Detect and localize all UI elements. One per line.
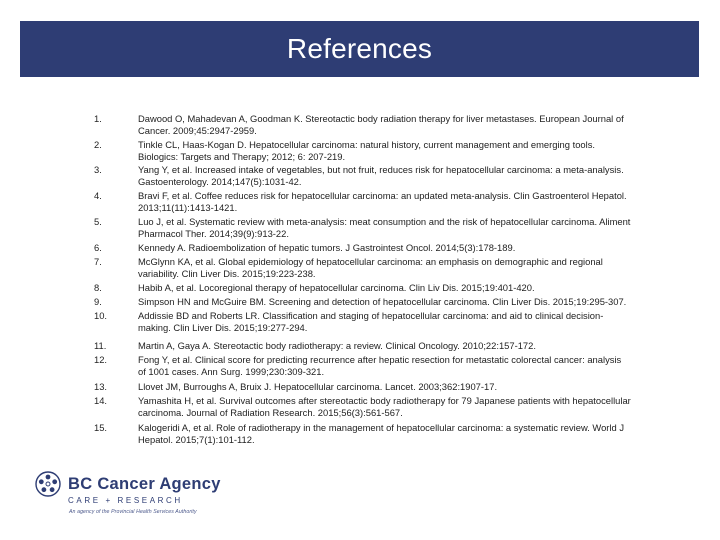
reference-number: 15.	[94, 422, 108, 433]
reference-number: 5.	[94, 216, 102, 227]
reference-text: McGlynn KA, et al. Global epidemiology of hepatocellular carcinoma: an emphasis on demographic and regional variability. Clin Liver Dis. 2015;19:223-238.	[138, 256, 603, 279]
reference-text: Simpson HN and McGuire BM. Screening and detection of hepatocellular carcinoma. Clin Liver Dis. 2015;19:295-307.	[138, 296, 627, 307]
reference-number: 10.	[94, 310, 108, 321]
reference-number: 13.	[94, 381, 108, 392]
reference-text: Dawood O, Mahadevan A, Goodman K. Stereotactic body radiation therapy for liver metastases. European Journal of Cancer. 2009;45:2947-2959.	[138, 113, 624, 136]
reference-number: 6.	[94, 242, 102, 253]
logo-tagline: An agency of the Provincial Health Services Authority	[69, 509, 197, 515]
reference-text: Addissie BD and Roberts LR. Classification and staging of hepatocellular carcinoma: and aid to clinical decision- making. Clin Liver Dis. 2015;19:277-294.	[138, 310, 604, 333]
reference-number: 9.	[94, 296, 102, 307]
logo-text	[68, 475, 221, 505]
reference-number: 2.	[94, 139, 102, 150]
reference-text: Martin A, Gaya A. Stereotactic body radiotherapy: a review. Clinical Oncology. 2010;22:157-172.	[138, 340, 536, 351]
reference-text: Tinkle CL, Haas-Kogan D. Hepatocellular carcinoma: natural history, current management and emerging tools. Biologics: Targets and Therapy; 2012; 6: 207-219.	[138, 139, 595, 162]
reference-number: 14.	[94, 395, 108, 406]
reference-text: Fong Y, et al. Clinical score for predicting recurrence after hepatic resection for metastatic colorectal cancer: analysis of 1001 cases. Ann Surg. 1999;230:309-321.	[138, 354, 622, 377]
reference-number: 3.	[94, 164, 102, 175]
reference-text: Bravi F, et al. Coffee reduces risk for hepatocellular carcinoma: an updated meta-analysis. Clin Gastroenterol Hepatol. 2013;11(11):1413-1421.	[138, 190, 627, 213]
reference-text: Yamashita H, et al. Survival outcomes after stereotactic body radiotherapy for 79 Japanese patients with hepatocellular carcinoma. Journal of Radiation Research. 2015;56(3):561-567.	[138, 395, 631, 418]
page-title: References	[286, 33, 433, 64]
reference-number: 8.	[94, 282, 102, 293]
reference-number: 12.	[94, 354, 108, 365]
reference-text: Yang Y, et al. Increased intake of vegetables, but not fruit, reduces risk for hepatocellular carcinoma: a meta-analysis. Gastoenterology. 2014;147(5):1031-42.	[138, 164, 624, 187]
reference-text: Habib A, et al. Locoregional therapy of hepatocellular carcinoma. Clin Liv Dis. 2015;19:401-420.	[138, 282, 535, 293]
reference-text: Kennedy A. Radioembolization of hepatic tumors. J Gastrointest Oncol. 2014;5(3):178-189.	[138, 242, 516, 253]
reference-number: 4.	[94, 190, 102, 201]
reference-number: 7.	[94, 256, 102, 267]
logo-name: BC Cancer Agency	[68, 475, 221, 493]
logo-subtitle: CARE + RESEARCH	[68, 496, 183, 505]
reference-text: Llovet JM, Burroughs A, Bruix J. Hepatocellular carcinoma. Lancet. 2003;362:1907-17.	[138, 381, 498, 392]
reference-number: 1.	[94, 113, 102, 124]
reference-text: Kalogeridi A, et al. Role of radiotherapy in the management of hepatocellular carcinoma: a systematic review. World J Hepatol. 2015;7(1):101-112.	[138, 422, 625, 445]
reference-text: Luo J, et al. Systematic review with meta-analysis: meat consumption and the risk of hepatocellular carcinoma. Aliment Pharmacol Ther. 2014;39(9):913-22.	[138, 216, 631, 239]
reference-number: 11.	[94, 340, 107, 351]
